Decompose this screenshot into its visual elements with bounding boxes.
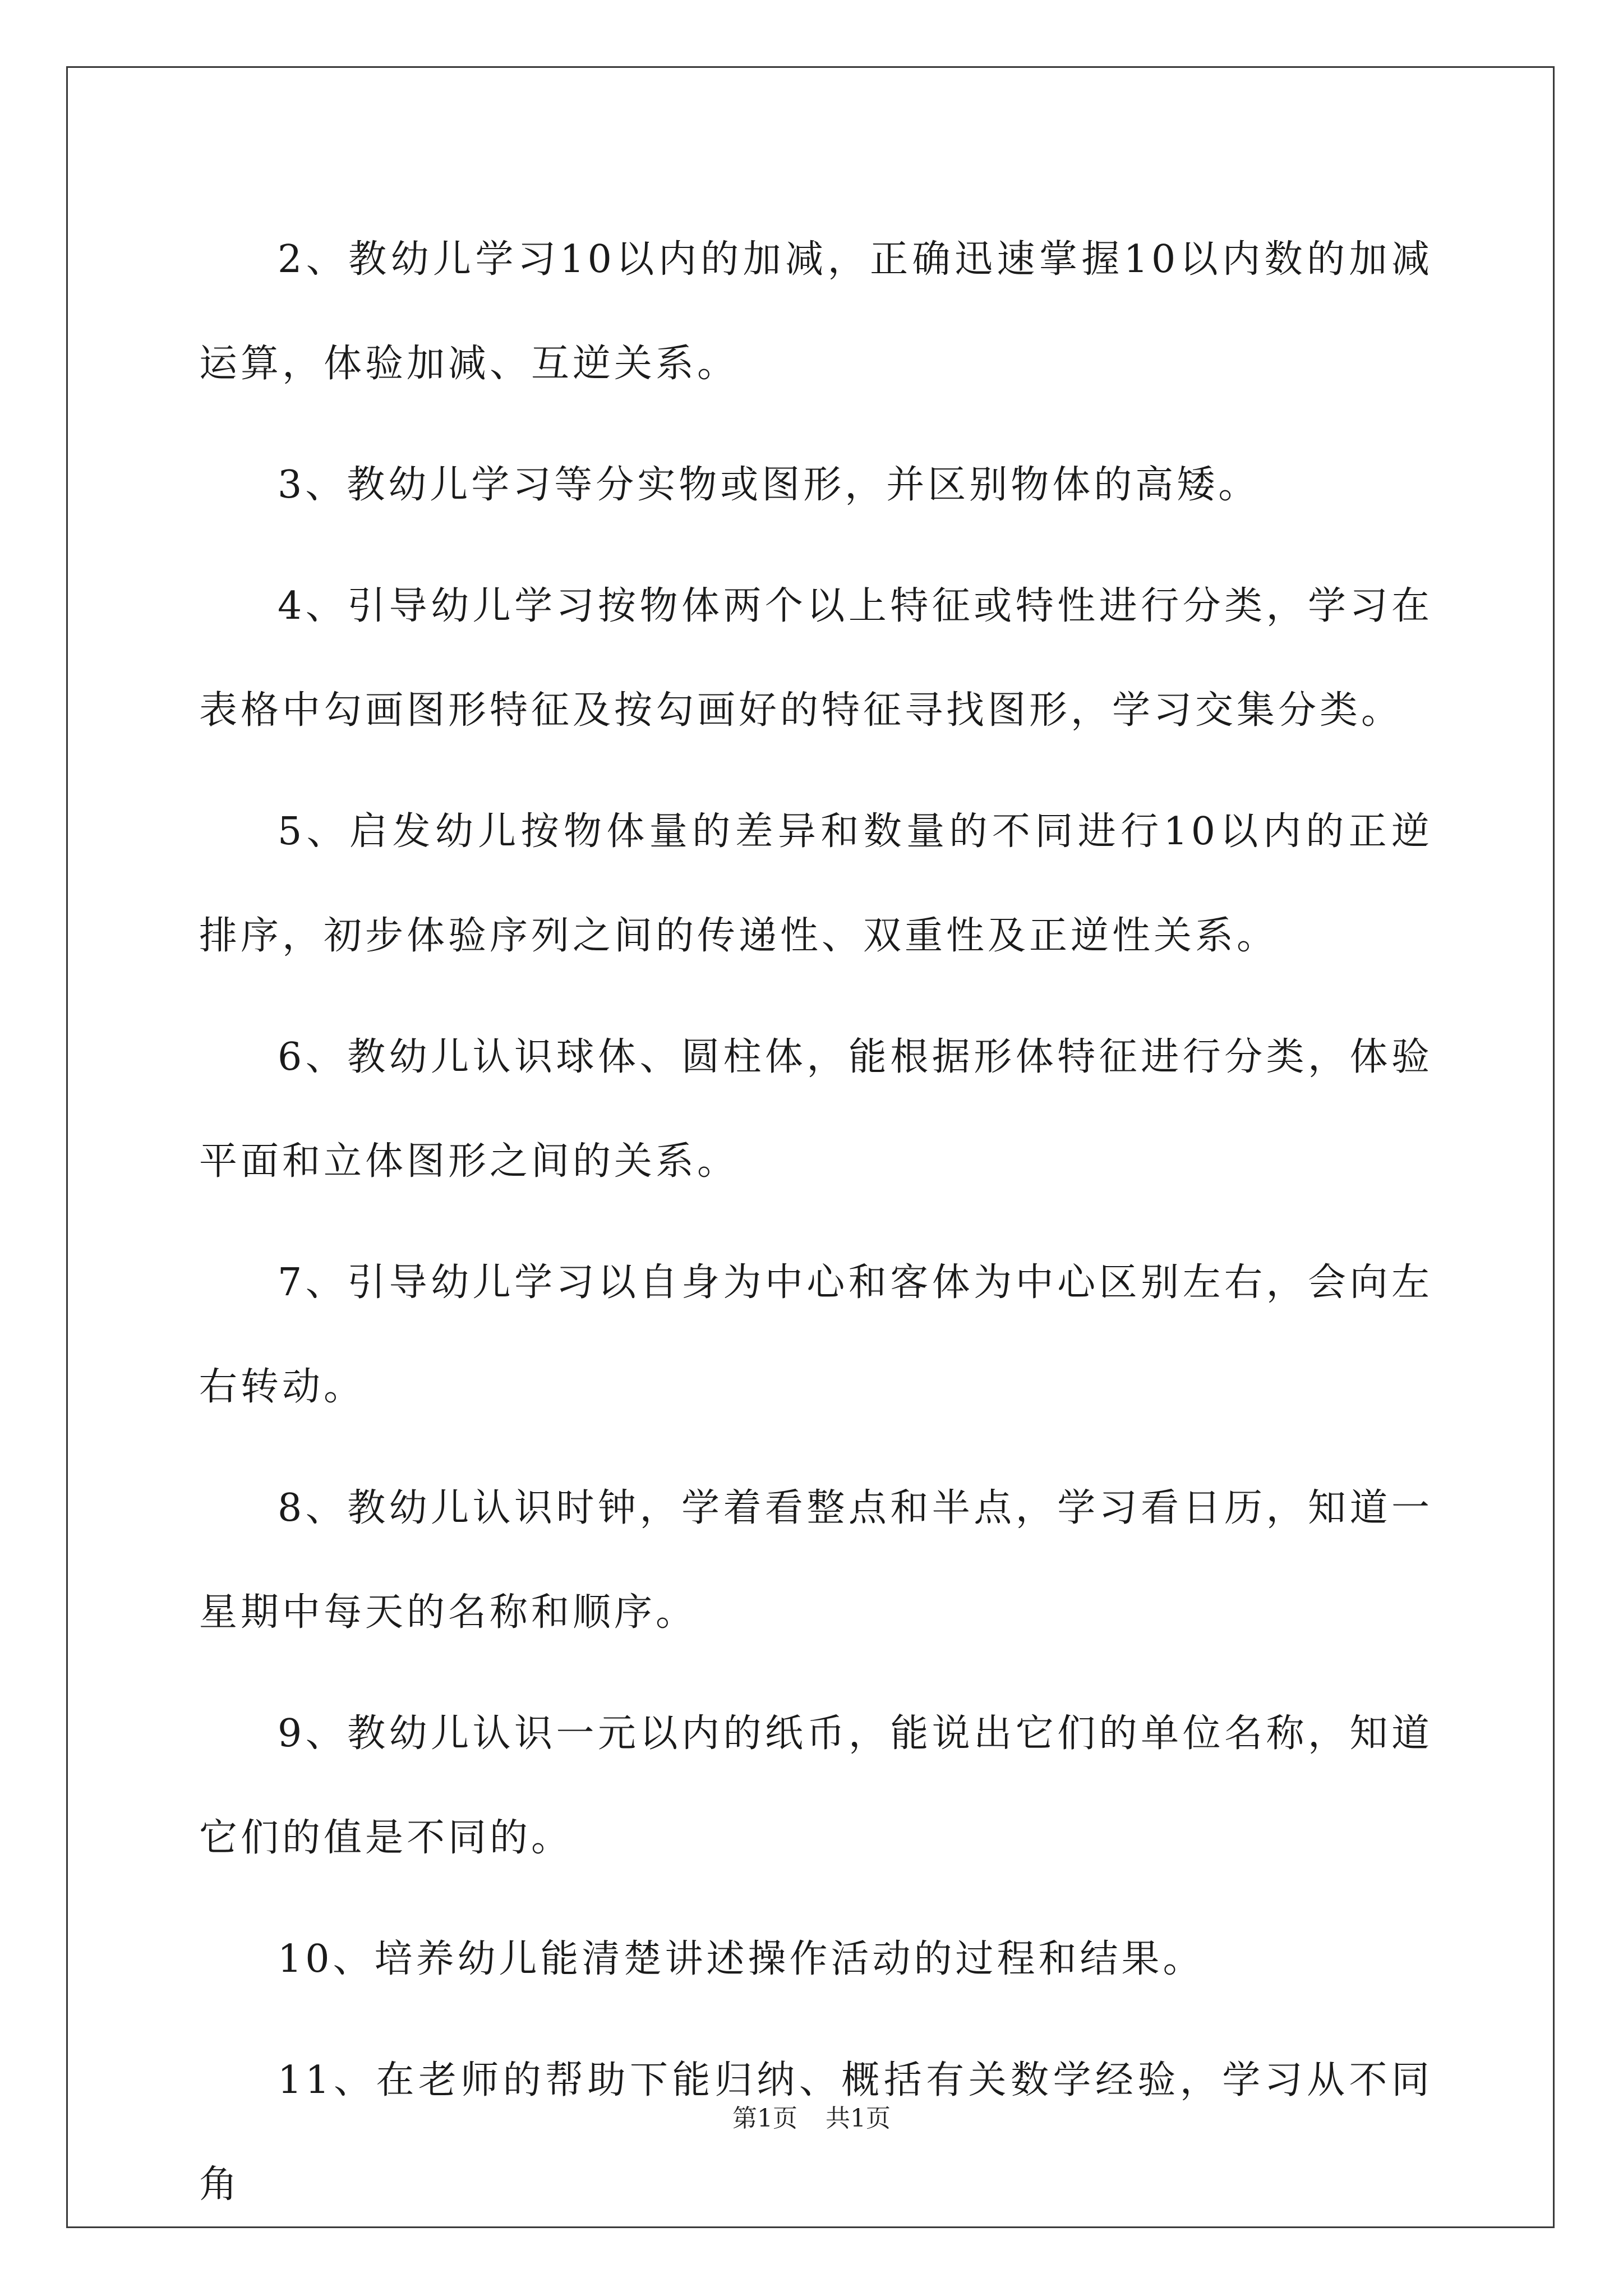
paragraph-10: 10、培养幼儿能清楚讲述操作活动的过程和结果。: [278, 1937, 1205, 1981]
paragraph-6: 6、教幼儿认识球体、圆柱体，能根据形体特征进行分类，体验平面和立体图形之间的关系。: [199, 1035, 1433, 1184]
paragraph-5: 5、启发幼儿按物体量的差异和数量的不同进行10以内的正逆排序，初步体验序列之间的传递性、双重性及正逆性关系。: [199, 809, 1433, 958]
paragraph-11: 11、在老师的帮助下能归纳、概括有关数学经验，学习从不同角: [199, 2058, 1433, 2207]
paragraph-4: 4、引导幼儿学习按物体两个以上特征或特性进行分类，学习在表格中勾画图形特征及按勾画好的特征寻找图形，学习交集分类。: [199, 584, 1433, 733]
paragraph-3: 3、教幼儿学习等分实物或图形，并区别物体的高矮。: [278, 463, 1260, 507]
page-total: 共1页: [826, 2104, 891, 2133]
paragraph-2: 2、教幼儿学习10以内的加减，正确迅速掌握10以内数的加减运算，体验加减、互逆关系。: [199, 237, 1433, 386]
paragraph-9: 9、教幼儿认识一元以内的纸币，能说出它们的单位名称，知道它们的值是不同的。: [199, 1711, 1433, 1860]
document-body: [199, 208, 1433, 2254]
paragraph-8: 8、教幼儿认识时钟，学着看整点和半点，学习看日历，知道一星期中每天的名称和顺序。: [199, 1486, 1433, 1635]
page-number: 第1页: [732, 2104, 797, 2133]
page-footer: [0, 2098, 1623, 2134]
paragraph-7: 7、引导幼儿学习以自身为中心和客体为中心区别左右，会向左右转动。: [199, 1260, 1433, 1409]
